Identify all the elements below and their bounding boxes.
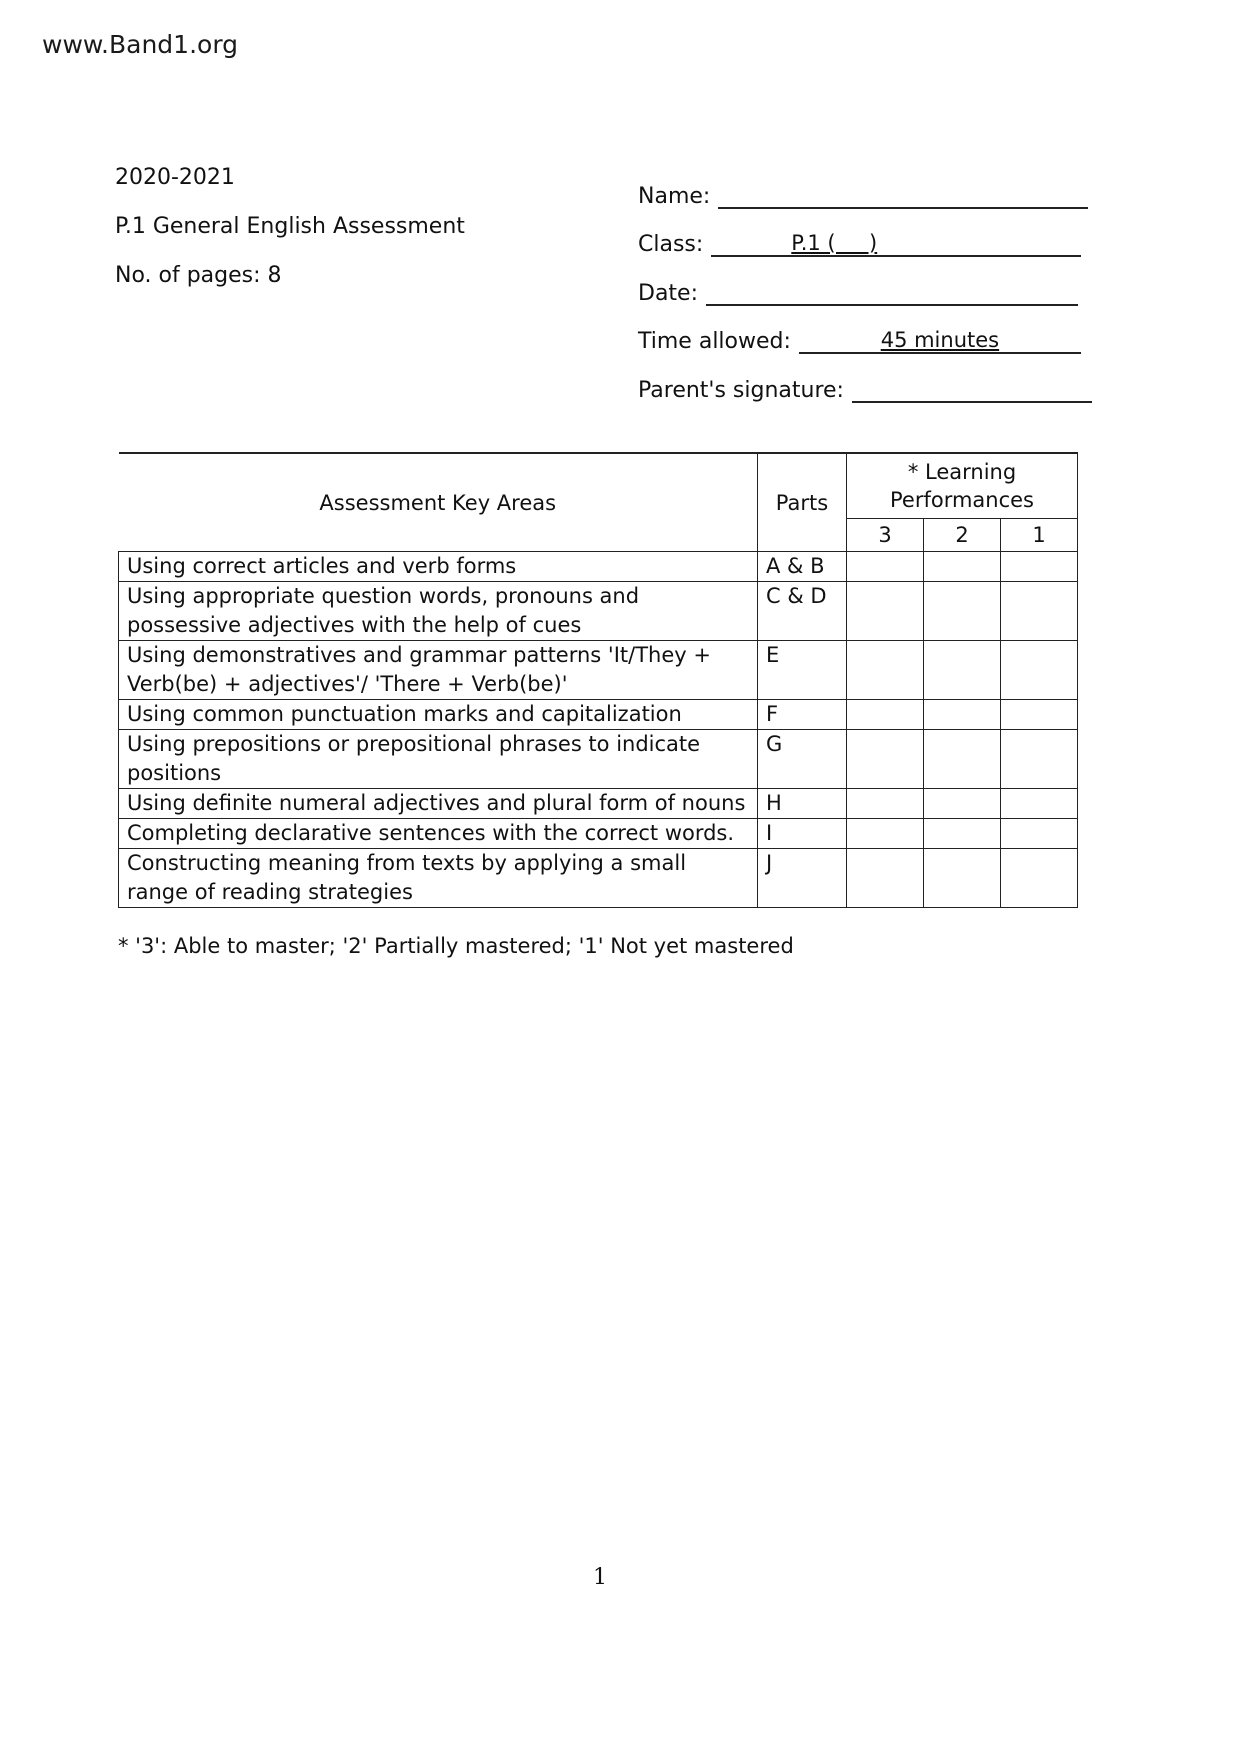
key-area-cell: Completing declarative sentences with the correct words.: [119, 819, 758, 849]
time-input-line: [799, 326, 1081, 354]
class-value: P.1 ( ): [791, 231, 878, 255]
key-area-cell: Using definite numeral adjectives and plural form of nouns: [119, 789, 758, 819]
score-cell-1[interactable]: [1001, 641, 1078, 700]
assessment-table: [118, 452, 1078, 908]
table-row: [119, 849, 1078, 908]
score-cell-2[interactable]: [924, 819, 1001, 849]
score-cell-1[interactable]: [1001, 700, 1078, 730]
score-cell-2[interactable]: [924, 849, 1001, 908]
key-area-cell: Using correct articles and verb forms: [119, 552, 758, 582]
header-learning-performances: * Learning Performances: [847, 453, 1078, 519]
performance-footnote: * '3': Able to master; '2' Partially mastered; '1' Not yet mastered: [118, 934, 794, 958]
level-2-header: 2: [924, 519, 1001, 552]
signature-field: [638, 354, 1092, 403]
score-cell-1[interactable]: [1001, 582, 1078, 641]
class-input-line[interactable]: [711, 229, 1081, 257]
table-row: [119, 582, 1078, 641]
score-cell-1[interactable]: [1001, 552, 1078, 582]
time-field: [638, 306, 1092, 355]
signature-input-line[interactable]: [852, 375, 1092, 403]
parts-cell: G: [758, 730, 847, 789]
table-row: [119, 789, 1078, 819]
score-cell-3[interactable]: [847, 700, 924, 730]
date-input-line[interactable]: [706, 278, 1078, 306]
table-row: [119, 819, 1078, 849]
parts-cell: I: [758, 819, 847, 849]
level-1-header: 1: [1001, 519, 1078, 552]
parts-cell: H: [758, 789, 847, 819]
key-area-cell: Using prepositions or prepositional phrases to indicate positions: [119, 730, 758, 789]
assessment-table-wrapper: [118, 452, 1078, 908]
score-cell-2[interactable]: [924, 730, 1001, 789]
key-area-cell: Using common punctuation marks and capitalization: [119, 700, 758, 730]
header-parts: Parts: [758, 453, 847, 552]
date-field: [638, 257, 1092, 306]
score-cell-1[interactable]: [1001, 819, 1078, 849]
parts-cell: F: [758, 700, 847, 730]
table-row: [119, 730, 1078, 789]
time-label: Time allowed:: [638, 329, 791, 354]
header-key-areas: Assessment Key Areas: [119, 453, 758, 552]
table-row: [119, 552, 1078, 582]
parts-cell: A & B: [758, 552, 847, 582]
score-cell-3[interactable]: [847, 552, 924, 582]
class-label: Class:: [638, 232, 704, 257]
name-label: Name:: [638, 183, 711, 209]
name-field: [638, 160, 1092, 209]
key-area-cell: Constructing meaning from texts by applying a small range of reading strategies: [119, 849, 758, 908]
header-right: [638, 160, 1092, 403]
assessment-title: P.1 General English Assessment: [115, 214, 465, 239]
score-cell-2[interactable]: [924, 700, 1001, 730]
parts-cell: E: [758, 641, 847, 700]
level-3-header: 3: [847, 519, 924, 552]
signature-label: Parent's signature:: [638, 377, 844, 403]
school-year: 2020-2021: [115, 165, 235, 190]
time-value: 45 minutes: [880, 328, 1000, 352]
name-input-line[interactable]: [718, 181, 1088, 209]
score-cell-3[interactable]: [847, 730, 924, 789]
score-cell-3[interactable]: [847, 819, 924, 849]
parts-cell: J: [758, 849, 847, 908]
table-row: [119, 641, 1078, 700]
score-cell-1[interactable]: [1001, 789, 1078, 819]
page-count: No. of pages: 8: [115, 263, 282, 288]
class-field: [638, 209, 1092, 258]
header-left: [115, 165, 465, 312]
date-label: Date:: [638, 280, 698, 306]
website-watermark: www.Band1.org: [42, 30, 239, 59]
score-cell-3[interactable]: [847, 789, 924, 819]
key-area-cell: Using appropriate question words, pronouns and possessive adjectives with the help of cues: [119, 582, 758, 641]
score-cell-3[interactable]: [847, 641, 924, 700]
score-cell-2[interactable]: [924, 582, 1001, 641]
score-cell-1[interactable]: [1001, 730, 1078, 789]
score-cell-2[interactable]: [924, 552, 1001, 582]
score-cell-3[interactable]: [847, 582, 924, 641]
key-area-cell: Using demonstratives and grammar patterns 'It/They + Verb(be) + adjectives'/ 'There + Verb(be)': [119, 641, 758, 700]
parts-cell: C & D: [758, 582, 847, 641]
score-cell-2[interactable]: [924, 789, 1001, 819]
table-row: [119, 700, 1078, 730]
score-cell-2[interactable]: [924, 641, 1001, 700]
score-cell-1[interactable]: [1001, 849, 1078, 908]
score-cell-3[interactable]: [847, 849, 924, 908]
page-number: 1: [593, 1565, 607, 1590]
